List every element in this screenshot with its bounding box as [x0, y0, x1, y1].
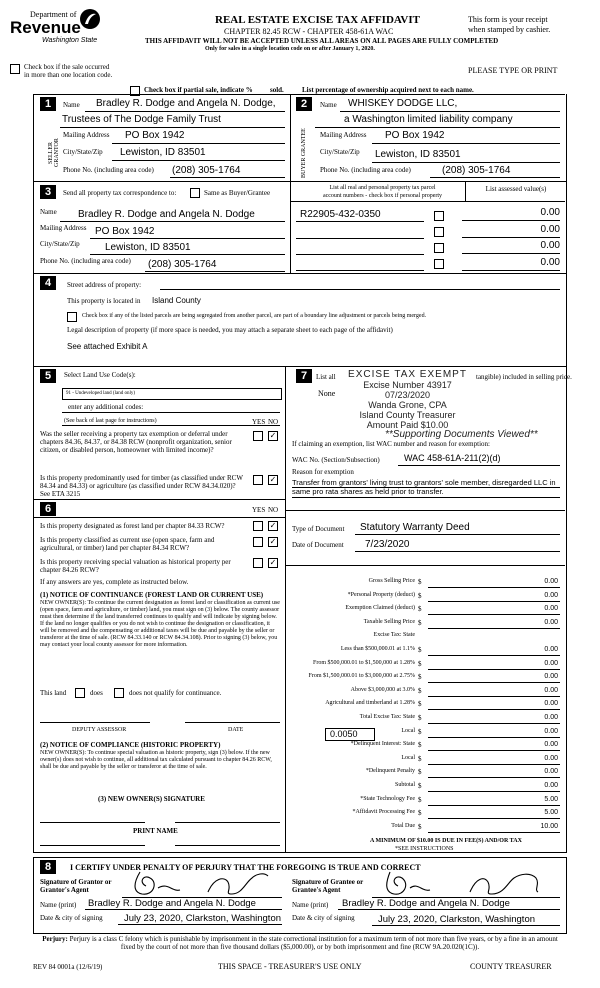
doc-date-label: Date of Document [292, 541, 344, 549]
calc-value-15[interactable]: 0.00 [544, 782, 558, 789]
assessed-value-2[interactable]: 0.00 [540, 224, 560, 235]
this-land-label: This land [40, 689, 67, 697]
multi-location-checkbox[interactable] [10, 64, 20, 74]
calc-label-17: *Affidavit Processing Fee [352, 809, 415, 815]
claiming-exemption-label: If claiming an exemption, list WAC number and reason for exemption: [292, 440, 490, 448]
seller-name-line2[interactable]: Trustees of The Dodge Family Trust [62, 114, 221, 125]
land-use-select[interactable] [62, 388, 282, 400]
seller-phone-label: Phone No. (including area code) [63, 166, 154, 174]
grantor-date-city-label: Date & city of signing [40, 914, 103, 922]
sec3-name-label: Name [40, 208, 57, 216]
calc-value-13[interactable]: 0.00 [544, 755, 558, 762]
calc-dollar-18: $ [418, 823, 422, 831]
grantee-date-city[interactable]: July 23, 2020, Clarkston, Washington [378, 914, 536, 925]
calc-label-9: Agricultural and timberland at 1.28% [325, 700, 415, 706]
buyer-city[interactable]: Lewiston, ID 83501 [375, 149, 461, 160]
correspondence-phone[interactable]: (208) 305-1764 [148, 259, 217, 270]
calc-dollar-10: $ [418, 714, 422, 722]
reason-label: Reason for exemption [292, 468, 354, 476]
print-name-label: PRINT NAME [133, 827, 178, 835]
sec5-q1-no[interactable]: ✓ [269, 431, 277, 440]
grantee-signature-label: Signature of Grantee or Grantee's Agent [292, 878, 364, 894]
calc-label-11: Local [401, 728, 415, 734]
additional-codes-label: enter any additional codes: [68, 403, 144, 411]
grantor-name-print-label: Name (print) [40, 901, 77, 909]
calc-value-8[interactable]: 0.00 [544, 687, 558, 694]
if-yes-label: If any answers are yes, complete as instructed below. [40, 578, 189, 586]
buyer-phone-label: Phone No. (including area code) [320, 166, 411, 174]
sec6-q3-yes[interactable] [253, 558, 263, 568]
located-in-label: This property is located in [67, 297, 141, 305]
calc-label-1: *Personal Property (deduct) [347, 592, 415, 598]
sec6-q1-yes[interactable] [253, 521, 263, 531]
calc-label-14: *Delinquent Penalty [365, 768, 415, 774]
list-all-label: List all [316, 373, 336, 381]
parcel-header-1: List all real and personal property tax parcel [329, 185, 436, 191]
stamp-line-1: EXCISE TAX EXEMPT [348, 369, 467, 380]
notice-continuance-title: (1) NOTICE OF CONTINUANCE (FOREST LAND OR CURRENT USE) [40, 591, 264, 599]
grantor-signature-label: Signature of Grantor or Grantor's Agent [40, 878, 112, 894]
calc-label-18: Total Due [391, 823, 415, 829]
wac-number[interactable]: WAC 458-61A-211(2)(d) [404, 453, 501, 463]
assessed-header: List assessed value(s) [485, 185, 547, 193]
land-does-not-checkbox[interactable] [114, 688, 124, 698]
personal-property-checkbox-2[interactable] [434, 227, 444, 237]
sec3-mail-label: Mailing Address [40, 224, 87, 232]
sec5-question-1: Was the seller receiving a property tax exemption or deferral under chapters 84.36, 84.37, or 84.38 RCW (nonprofit organization, senior citizen, or disabled person, homeowner with limited income)? [40, 430, 232, 454]
calc-label-15: Subtotal [394, 782, 415, 788]
seller-mailing-address[interactable]: PO Box 1942 [125, 130, 185, 141]
grantee-printed-name[interactable]: Bradley R. Dodge and Angela N. Dodge [342, 898, 510, 909]
sec5-q2-yes[interactable] [253, 475, 263, 485]
sec6-q2-no[interactable]: ✓ [269, 537, 277, 546]
legal-description-label: Legal description of property (if more space is needed, you may attach a separate sheet to each page of the affidavit) [67, 326, 393, 334]
county-value[interactable]: Island County [152, 296, 201, 305]
grantee-name-print-label: Name (print) [292, 901, 329, 909]
stamp-line-2: Excise Number 43917 [363, 380, 452, 390]
parcel-number-1[interactable]: R22905-432-0350 [300, 209, 381, 220]
list-pct-label: List percentage of ownership acquired next to each name. [302, 86, 474, 94]
multi-location-label1: Check box if the sale occurred [24, 63, 110, 71]
sec6-question-3: Is this property receiving special valuation as historical property per chapter 84.26 RCW? [40, 558, 231, 574]
calc-value-7[interactable]: 0.00 [544, 673, 558, 680]
treasurer-space-label: THIS SPACE - TREASURER'S USE ONLY [218, 962, 362, 971]
calc-dollar-9: $ [418, 700, 422, 708]
grantor-signature[interactable] [128, 868, 278, 898]
calc-dollar-6: $ [418, 660, 422, 668]
perjury-label: Perjury: [42, 935, 68, 943]
same-as-buyer-label: Same as Buyer/Grantee [204, 189, 271, 197]
section-1-number: 1 [40, 97, 56, 111]
calc-value-16[interactable]: 5.00 [544, 796, 558, 803]
reason-value[interactable]: Transfer from grantors' living trust to grantors' sole member, disregarded LLC in same pro rata shares as held prior to transfer. [292, 478, 556, 496]
sold-label: sold. [270, 86, 284, 94]
receipt-line2: when stamped by cashier. [468, 25, 551, 34]
calc-label-10: Total Excise Tax: State [359, 714, 415, 720]
calc-label-3: Taxable Selling Price [363, 619, 415, 625]
seller-city-label: City/State/Zip [63, 148, 103, 156]
please-type: PLEASE TYPE OR PRINT [468, 66, 558, 75]
same-as-buyer-checkbox[interactable] [190, 188, 200, 198]
perjury-statement [38, 935, 562, 951]
revenue-logo-icon [79, 8, 101, 30]
form-revision: REV 84 0001a (12/6/19) [33, 963, 103, 971]
sec5-question-2: Is this property predominantly used for timber (as classified under RCW 84.34 and 84.33) or agriculture (as classified under RCW 84.34.020)? See ETA 3215 [40, 474, 243, 498]
calc-dollar-13: $ [418, 755, 422, 763]
calc-dollar-16: $ [418, 796, 422, 804]
stamp-line-6: Amount Paid $10.00 [366, 420, 449, 430]
calc-value-6[interactable]: 0.00 [544, 660, 558, 667]
wac-label: WAC No. (Section/Subsection) [292, 456, 380, 464]
does-label: does [90, 689, 103, 697]
see-back-label: (See back of last page for instructions) [64, 418, 157, 424]
calc-label-12: *Delinquent Interest: State [350, 741, 415, 747]
sec6-no-header: NO [268, 506, 279, 514]
send-correspondence-label: Send all property tax correspondence to: [63, 189, 177, 197]
sec5-q2-no[interactable]: ✓ [269, 475, 277, 484]
calc-label-0: Gross Selling Price [368, 578, 415, 584]
calc-dollar-1: $ [418, 592, 422, 600]
notice-continuance-body: NEW OWNER(S): To continue the current designation as forest land or classification as current use (open space, farm and agriculture, or timber) land, you must sign on (3) below. The county assessor must then determine if the land transferred continues to qualify and will indicate by signing below. If the land no longer qualifies or you do not wish to continue the designation or classification, it will be removed and the compensating or additional taxes will be due and payable by the seller or transferor at the time of sale. (RCW 84.33.140 or RCW 84.34.108). Prior to signing (3) below, you may contact your local county assessor for more information. [40, 600, 280, 648]
partial-sale-label: Check box if partial sale, indicate % [144, 86, 253, 94]
sec5-yes-header: YES [252, 418, 266, 426]
buyer-mailing-address[interactable]: PO Box 1942 [385, 130, 445, 141]
calc-value-11[interactable]: 0.00 [544, 728, 558, 735]
new-owner-signature-label: (3) NEW OWNER(S) SIGNATURE [98, 795, 205, 803]
seller-grantor-label: SELLER GRANTOR [48, 138, 60, 168]
buyer-grantee-label: BUYER GRANTEE [301, 128, 307, 178]
calc-value-18[interactable]: 10.00 [540, 823, 558, 830]
calc-dollar-5: $ [418, 646, 422, 654]
multi-location-label2: in more than one location code. [24, 71, 113, 79]
grantee-signature[interactable] [380, 868, 550, 898]
document-date[interactable]: 7/23/2020 [365, 539, 410, 550]
calc-value-1[interactable]: 0.00 [544, 592, 558, 599]
calc-value-10[interactable]: 0.00 [544, 714, 558, 721]
buyer-city-label: City/State/Zip [320, 148, 360, 156]
buyer-name-label: Name [320, 101, 337, 109]
calc-dollar-11: $ [418, 728, 422, 736]
calc-dollar-12: $ [418, 741, 422, 749]
calc-label-16: *State Technology Fee [360, 796, 415, 802]
section-6-number: 6 [40, 502, 56, 516]
assessor-date-label: DATE [228, 727, 244, 733]
section-2-number: 2 [296, 97, 312, 111]
parcel-header-2: account numbers - check box if personal property [322, 193, 443, 199]
form-subtitle: CHAPTER 82.45 RCW - CHAPTER 458-61A WAC [224, 27, 394, 36]
personal-property-none[interactable]: None [318, 389, 336, 398]
calc-label-6: From $500,000.01 to $1,500,000 at 1.28% [313, 660, 415, 666]
see-instructions-label: *SEE INSTRUCTIONS [395, 846, 454, 852]
perjury-text: Perjury is a class C felony which is punishable by imprisonment in the state correctional institution for a maximum term of not more than five years, or by a fine in an amount fixed by the court of not more than five thousand dollars ($5,000.00), or by both imprisonment and fine (RCW 9A.20.020(1C)). [69, 935, 558, 951]
buyer-phone[interactable]: (208) 305-1764 [442, 165, 511, 176]
buyer-name-line2[interactable]: a Washington limited liability company [344, 114, 513, 125]
calc-value-9[interactable]: 0.00 [544, 700, 558, 707]
sec6-q3-no[interactable]: ✓ [269, 558, 277, 567]
personal-property-checkbox-1[interactable] [434, 211, 444, 221]
section-3-number: 3 [40, 185, 56, 199]
stamp-line-5: Island County Treasurer [359, 410, 456, 420]
exempt-stamp [340, 370, 475, 430]
land-use-selected-code: 91 - Undeveloped land (land only) [66, 391, 136, 396]
calc-dollar-2: $ [418, 605, 422, 613]
calc-value-12[interactable]: 0.00 [544, 741, 558, 748]
assessed-value-1[interactable]: 0.00 [540, 207, 560, 218]
sec5-no-header: NO [268, 418, 279, 426]
grantee-date-city-label: Date & city of signing [292, 914, 355, 922]
local-rate-box[interactable] [325, 728, 375, 741]
street-address-label: Street address of property: [67, 281, 142, 289]
grantor-printed-name[interactable]: Bradley R. Dodge and Angela N. Dodge [88, 898, 256, 909]
legal-description-value[interactable]: See attached Exhibit A [67, 342, 148, 351]
calc-value-2[interactable]: 0.00 [544, 605, 558, 612]
revenue-logo-text: Revenue [10, 18, 81, 37]
tangible-label: tangible) included in selling price. [476, 373, 572, 381]
calc-label-8: Above $3,000,000 at 3.0% [350, 687, 415, 693]
calc-value-14[interactable]: 0.00 [544, 768, 558, 775]
calc-value-5[interactable]: 0.00 [544, 646, 558, 653]
sec3-phone-label: Phone No. (including area code) [40, 257, 131, 265]
land-does-checkbox[interactable] [75, 688, 85, 698]
buyer-name[interactable]: WHISKEY DODGE LLC, [348, 98, 458, 109]
correspondence-name[interactable]: Bradley R. Dodge and Angela N. Dodge [78, 209, 255, 220]
calc-dollar-15: $ [418, 782, 422, 790]
receipt-line1: This form is your receipt [468, 15, 548, 24]
grantor-date-city[interactable]: July 23, 2020, Clarkston, Washington [124, 913, 282, 924]
form-title: REAL ESTATE EXCISE TAX AFFIDAVIT [215, 14, 420, 26]
personal-property-checkbox-3[interactable] [434, 243, 444, 253]
stamp-line-3: 07/23/2020 [384, 390, 431, 400]
only-for-text: Only for sales in a single location code on or after January 1, 2020. [205, 46, 375, 52]
calc-value-17[interactable]: 5.00 [544, 809, 558, 816]
does-not-label: does not qualify for continuance. [129, 689, 222, 697]
calc-dollar-14: $ [418, 768, 422, 776]
warning-text: THIS AFFIDAVIT WILL NOT BE ACCEPTED UNLESS ALL AREAS ON ALL PAGES ARE FULLY COMPLETED [145, 37, 499, 45]
seller-name[interactable]: Bradley R. Dodge and Angela N. Dodge, [96, 98, 276, 109]
seller-city[interactable]: Lewiston, ID 83501 [120, 147, 206, 158]
section-7-number: 7 [296, 369, 312, 383]
assessed-value-3[interactable]: 0.00 [540, 240, 560, 251]
section-4-number: 4 [40, 276, 56, 290]
section-8-number: 8 [40, 860, 56, 874]
segregated-checkbox[interactable] [67, 312, 77, 322]
seller-name-label: Name [63, 101, 80, 109]
notice-compliance-body: NEW OWNER(S): To continue special valuation as historic property, sign (3) below. If the new owner(s) does not wish to continue, all additional tax calculated pursuant to chapter 84.26 RCW, shall be due and payable by the seller or transferor at the time of sale. [40, 750, 272, 770]
calc-dollar-8: $ [418, 687, 422, 695]
document-type[interactable]: Statutory Warranty Deed [360, 522, 470, 533]
correspondence-mailing[interactable]: PO Box 1942 [95, 226, 155, 237]
county-treasurer-label: COUNTY TREASURER [470, 962, 552, 971]
certify-statement: I CERTIFY UNDER PENALTY OF PERJURY THAT THE FOREGOING IS TRUE AND CORRECT [70, 863, 421, 872]
sec6-question-2: Is this property classified as current use (open space, farm and agricultural, or timber) land per chapter 84.34 RCW? [40, 536, 215, 552]
stamp-line-4: Wanda Grone, CPA [368, 400, 447, 410]
minimum-due-label: A MINIMUM OF $10.00 IS DUE IN FEE(S) AND/OR TAX [370, 838, 522, 844]
calc-label-4: Excise Tax: State [373, 632, 415, 638]
calc-value-3[interactable]: 0.00 [544, 619, 558, 626]
land-use-label: Select Land Use Code(s): [64, 371, 136, 379]
calc-value-0[interactable]: 0.00 [544, 578, 558, 585]
state-label: Washington State [42, 37, 98, 44]
calc-label-5: Less than $500,000.01 at 1.1% [340, 646, 415, 652]
correspondence-city[interactable]: Lewiston, ID 83501 [105, 242, 191, 253]
calc-label-7: From $1,500,000.01 to $3,000,000 at 2.75% [308, 673, 415, 679]
personal-property-checkbox-4[interactable] [434, 259, 444, 269]
calc-dollar-0: $ [418, 578, 422, 586]
sec5-q1-yes[interactable] [253, 431, 263, 441]
sec6-question-1: Is this property designated as forest land per chapter 84.33 RCW? [40, 522, 225, 530]
assessed-value-4[interactable]: 0.00 [540, 257, 560, 268]
notice-compliance-title: (2) NOTICE OF COMPLIANCE (HISTORIC PROPERTY) [40, 741, 221, 749]
buyer-mail-label: Mailing Address [320, 131, 367, 139]
sec6-q1-no[interactable]: ✓ [269, 521, 277, 530]
deputy-assessor-label: DEPUTY ASSESSOR [72, 727, 127, 733]
calc-dollar-17: $ [418, 809, 422, 817]
calc-label-13: Local [401, 755, 415, 761]
stamp-supporting-docs: **Supporting Documents Viewed** [385, 429, 538, 440]
sec3-city-label: City/State/Zip [40, 240, 80, 248]
segregated-label: Check box if any of the listed parcels are being segregated from another parcel, are part of a boundary line adjustment or parcels being merged. [82, 313, 427, 319]
local-rate-value: 0.0050 [330, 729, 358, 739]
sec6-yes-header: YES [252, 506, 266, 514]
sec6-q2-yes[interactable] [253, 537, 263, 547]
seller-mail-label: Mailing Address [63, 131, 110, 139]
calc-dollar-3: $ [418, 619, 422, 627]
calc-label-2: Exemption Claimed (deduct) [345, 605, 415, 611]
doc-type-label: Type of Document [292, 525, 345, 533]
seller-phone[interactable]: (208) 305-1764 [172, 165, 241, 176]
section-5-number: 5 [40, 369, 56, 383]
calc-dollar-7: $ [418, 673, 422, 681]
dept-label: Department of [30, 10, 77, 19]
